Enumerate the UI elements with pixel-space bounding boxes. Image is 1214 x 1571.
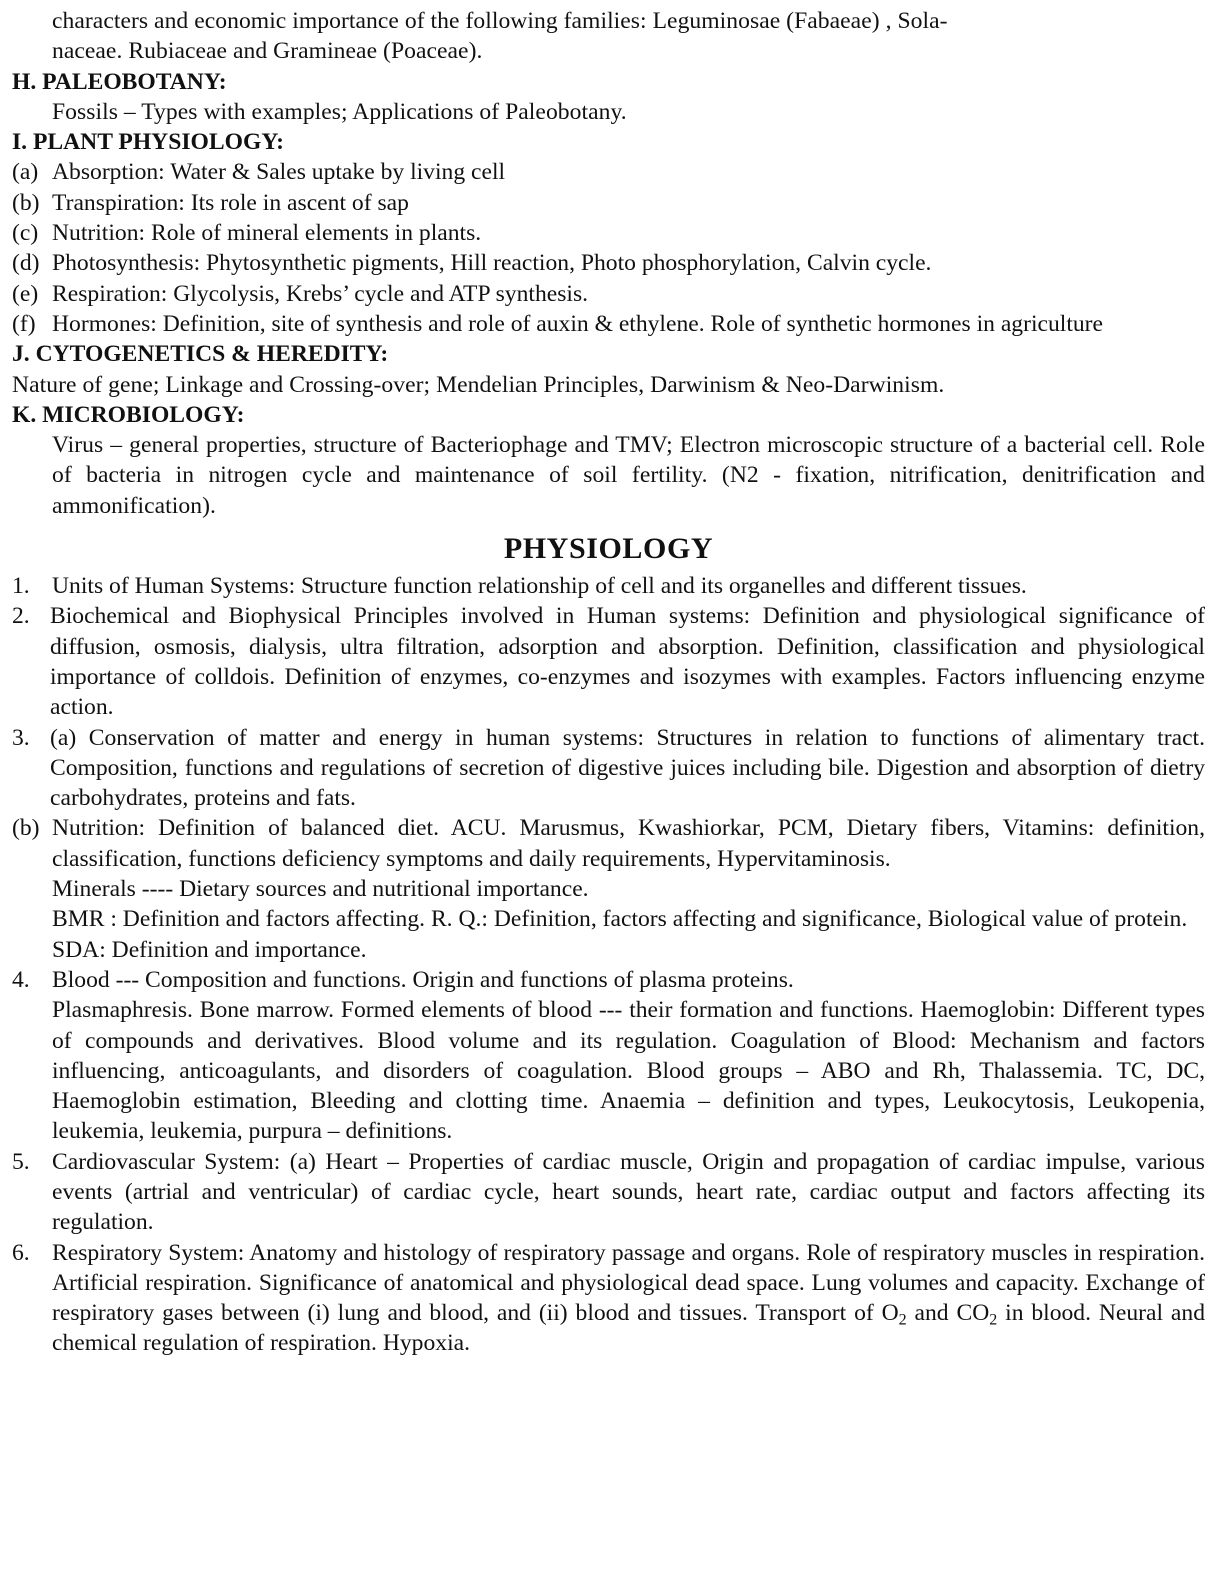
- section-body-microbiology: Virus – general properties, structure of Bacteriophage and TMV; Electron microscopic structure of a bacterial cell. Role of bacteria in nitrogen cycle and maintenance of soil fertility. (N2 - fixation, nitrification, denitrification and ammonification).: [52, 432, 1205, 519]
- list-item: [12, 309, 1205, 339]
- list-marker: (b): [12, 189, 40, 216]
- subscript-o2: 2: [898, 1311, 907, 1329]
- list-marker: (b): [12, 815, 40, 842]
- respiratory-text-part3: in blood. Neural and chemical regulation of respiration. Hypoxia.: [52, 1300, 1205, 1357]
- list-item: [12, 188, 1205, 218]
- list-item-text: Respiration: Glycolysis, Krebs’ cycle and ATP synthesis.: [52, 280, 589, 307]
- list-marker: 5.: [12, 1148, 30, 1175]
- list-item: [12, 218, 1205, 248]
- section-heading-paleobotany: H. PALEOBOTANY:: [12, 68, 227, 95]
- list-item-text: Nutrition: Definition of balanced diet. ACU. Marusmus, Kwashiorkar, PCM, Dietary fibers, Vitamins: definition, classification, functions deficiency symptoms and daily requirements, Hypervitaminosis.: [52, 815, 1205, 872]
- continued-paragraph-line2: naceae. Rubiaceae and Gramineae (Poaceae).: [52, 38, 483, 65]
- list-item-text: (a) Conservation of matter and energy in human systems: Structures in relation to functions of alimentary tract. Composition, functions and regulations of secretion of digestive juices including bile. Digestion and absorption of dietry carbohydrates, proteins and fats.: [50, 724, 1205, 812]
- list-item-text: Absorption: Water & Sales uptake by living cell: [52, 159, 506, 186]
- continued-paragraph-line1: characters and economic importance of the following families: Leguminosae (Fabaeae) , Sola-: [52, 8, 948, 34]
- list-marker: (e): [12, 280, 39, 307]
- list-item-text: Nutrition: Role of mineral elements in plants.: [52, 220, 482, 247]
- list-item: [12, 965, 1205, 995]
- list-item: [12, 1147, 1205, 1238]
- list-item: [12, 601, 1205, 722]
- list-item-text: Hormones: Definition, site of synthesis and role of auxin & ethylene. Role of synthetic hormones in agriculture: [52, 310, 1104, 337]
- list-marker: 6.: [12, 1239, 30, 1266]
- list-marker: 1.: [12, 573, 30, 600]
- list-item-text: Biochemical and Biophysical Principles involved in Human systems: Definition and physiological significance of diffusion, osmosis, dialysis, ultra filtration, adsorption and absorption. Definition, classification and physiological importance of colldois. Definition of enzymes, co-enzymes and isozymes with examples. Factors influencing enzyme action.: [50, 603, 1205, 721]
- sub-line-sda: SDA: Definition and importance.: [52, 936, 367, 963]
- list-item-text: Blood --- Composition and functions. Origin and functions of plasma proteins.: [52, 966, 794, 993]
- subscript-co2: 2: [989, 1311, 998, 1329]
- section-heading-plant-physiology: I. PLANT PHYSIOLOGY:: [12, 129, 285, 156]
- continued-paragraph: [52, 6, 1205, 36]
- respiratory-text-part1: Respiratory System: Anatomy and histology of respiratory passage and organs. Role of respiratory muscles in respiration. Artificial respiration. Significance of anatomical and physiological dead space. Lung volumes and capacity. Exchange of respiratory gases between (i) lung and blood, and (ii) blood and tissues. Transport of O: [52, 1239, 1205, 1327]
- list-item: [12, 813, 1205, 874]
- list-marker: (c): [12, 220, 39, 247]
- list-marker: (a): [12, 159, 39, 186]
- list-marker: 3.: [12, 724, 30, 751]
- list-item: [12, 157, 1205, 187]
- list-item: [12, 1238, 1205, 1359]
- section-body-cytogenetics: Nature of gene; Linkage and Crossing-over; Mendelian Principles, Darwinism & Neo-Darwinism.: [12, 371, 945, 398]
- list-item: [12, 279, 1205, 309]
- list-marker: (f): [12, 310, 36, 337]
- page-title: PHYSIOLOGY: [503, 532, 714, 566]
- continued-paragraph-line2-wrap: [52, 36, 1205, 66]
- list-marker: 4.: [12, 966, 30, 993]
- list-item: [12, 248, 1205, 278]
- list-item-continuation-blood: Plasmaphresis. Bone marrow. Formed elements of blood --- their formation and functions. Haemoglobin: Different types of compounds and derivatives. Blood volume and its regulation. Coagulation of Blood: Mechanism and factors influencing, anticoagulants, and disorders of coagulation. Blood groups – ABO and Rh, Thalassemia. TC, DC, Haemoglobin estimation, Bleeding and clotting time. Anaemia – definition and types, Leukocytosis, Leukopenia, leukemia, leukemia, purpura – definitions.: [52, 997, 1205, 1145]
- sub-line-minerals: Minerals ---- Dietary sources and nutritional importance.: [52, 876, 589, 903]
- list-item-text: Units of Human Systems: Structure function relationship of cell and its organelles and different tissues.: [52, 573, 1027, 600]
- list-item-text: Transpiration: Its role in ascent of sap: [52, 189, 409, 216]
- list-marker: 2.: [12, 603, 30, 630]
- list-item: [12, 571, 1205, 601]
- list-item: [12, 723, 1205, 814]
- section-heading-cytogenetics: J. CYTOGENETICS & HEREDITY:: [12, 341, 389, 368]
- list-item-text: Photosynthesis: Phytosynthetic pigments, Hill reaction, Photo phosphorylation, Calvin cycle.: [52, 250, 932, 277]
- section-body-paleobotany: Fossils – Types with examples; Applications of Paleobotany.: [52, 98, 627, 125]
- sub-line-bmr: BMR : Definition and factors affecting. R. Q.: Definition, factors affecting and significance, Biological value of protein.: [52, 906, 1188, 933]
- section-heading-microbiology: K. MICROBIOLOGY:: [12, 401, 245, 428]
- list-item-text: Cardiovascular System: (a) Heart – Properties of cardiac muscle, Origin and propagation of cardiac impulse, various events (artrial and ventricular) of cardiac cycle, heart sounds, heart rate, cardiac output and factors affecting its regulation.: [52, 1148, 1205, 1236]
- list-marker: (d): [12, 250, 40, 277]
- respiratory-text-part2: and CO: [906, 1300, 990, 1327]
- list-item-text-respiratory: [52, 1238, 1205, 1359]
